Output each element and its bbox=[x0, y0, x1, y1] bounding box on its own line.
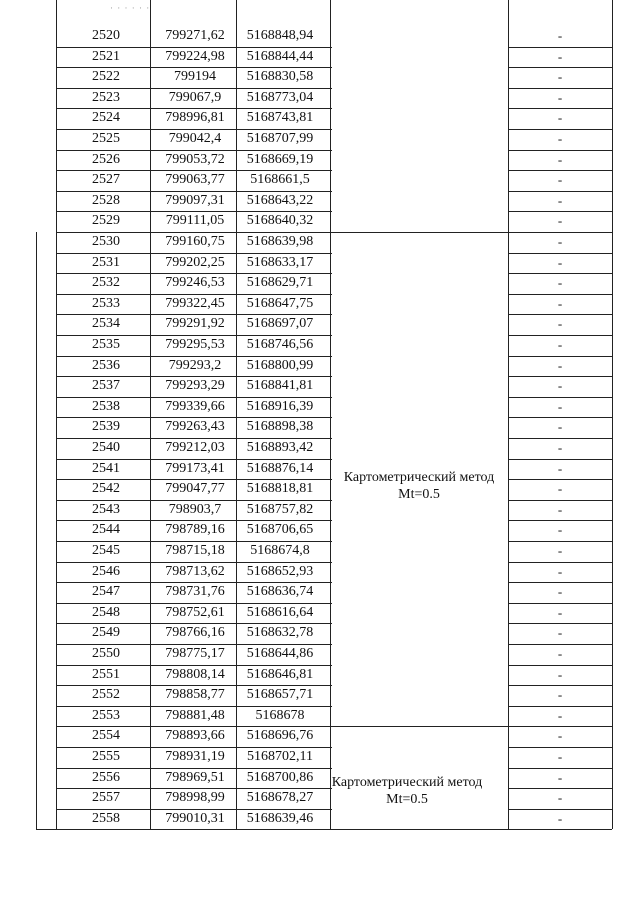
y-coordinate: 5168678,27 bbox=[246, 790, 314, 806]
x-coordinate: 799293,29 bbox=[165, 378, 225, 394]
table-row bbox=[0, 47, 639, 68]
x-coordinate: 799010,31 bbox=[165, 810, 225, 826]
row-divider bbox=[508, 747, 612, 748]
table-row bbox=[0, 191, 639, 212]
method-accuracy: Mt=0.5 bbox=[386, 791, 428, 807]
point-number: 2532 bbox=[92, 275, 120, 291]
point-number: 2546 bbox=[92, 563, 120, 579]
row-divider bbox=[56, 520, 332, 521]
table-bottom-border bbox=[36, 829, 612, 830]
row-divider bbox=[56, 788, 332, 789]
row-divider bbox=[508, 108, 612, 109]
y-coordinate: 5168707,99 bbox=[246, 131, 314, 146]
empty-value-dash: - bbox=[557, 563, 563, 579]
x-coordinate: 798903,7 bbox=[168, 501, 222, 517]
method-note-1 bbox=[330, 469, 508, 503]
empty-value-dash: - bbox=[557, 769, 563, 785]
empty-value-dash: - bbox=[557, 316, 563, 332]
row-divider bbox=[508, 232, 612, 233]
point-number: 2538 bbox=[92, 398, 120, 414]
table-row bbox=[0, 88, 639, 109]
row-divider bbox=[56, 685, 332, 686]
row-divider bbox=[508, 665, 612, 666]
empty-value-dash: - bbox=[557, 89, 563, 105]
row-divider bbox=[56, 726, 332, 727]
row-divider bbox=[56, 438, 332, 439]
method-accuracy: Mt=0.5 bbox=[398, 486, 440, 502]
table-row bbox=[0, 685, 639, 706]
method-note-2 bbox=[318, 774, 496, 808]
table-row bbox=[0, 108, 639, 129]
empty-value-dash: - bbox=[557, 419, 563, 435]
row-divider bbox=[56, 706, 332, 707]
row-divider bbox=[56, 479, 332, 480]
column-divider bbox=[150, 0, 151, 829]
column-divider bbox=[508, 0, 509, 829]
row-divider bbox=[56, 768, 332, 769]
row-divider bbox=[508, 47, 612, 48]
scan-artifact: · · · · · · bbox=[110, 3, 151, 13]
y-coordinate: 5168640,32 bbox=[246, 213, 314, 229]
method-block-divider bbox=[330, 726, 510, 727]
x-coordinate: 799053,72 bbox=[165, 151, 225, 167]
x-coordinate: 798715,18 bbox=[165, 543, 225, 558]
table-row bbox=[0, 356, 639, 377]
row-divider bbox=[56, 191, 332, 192]
row-divider bbox=[508, 397, 612, 398]
y-coordinate: 5168702,11 bbox=[247, 749, 313, 764]
row-divider bbox=[508, 603, 612, 604]
empty-value-dash: - bbox=[557, 707, 563, 723]
row-divider bbox=[56, 273, 332, 274]
empty-value-dash: - bbox=[557, 151, 563, 167]
x-coordinate: 798931,19 bbox=[165, 749, 225, 764]
x-coordinate: 799160,75 bbox=[165, 234, 225, 249]
empty-value-dash: - bbox=[557, 378, 563, 394]
empty-value-dash: - bbox=[557, 398, 563, 414]
point-number: 2549 bbox=[92, 625, 120, 641]
x-coordinate: 798996,81 bbox=[165, 110, 225, 126]
row-divider bbox=[508, 459, 612, 460]
table-row bbox=[0, 273, 639, 294]
point-number: 2526 bbox=[92, 151, 120, 167]
method-block-divider bbox=[330, 232, 510, 233]
point-number: 2541 bbox=[92, 460, 120, 476]
empty-value-dash: - bbox=[557, 254, 563, 270]
table-row bbox=[0, 644, 639, 665]
row-divider bbox=[56, 582, 332, 583]
row-divider bbox=[56, 211, 332, 212]
y-coordinate: 5168916,39 bbox=[246, 398, 314, 414]
row-divider bbox=[56, 150, 332, 151]
y-coordinate: 5168893,42 bbox=[246, 440, 314, 455]
point-number: 2523 bbox=[92, 89, 120, 105]
point-number: 2524 bbox=[92, 110, 120, 126]
y-coordinate: 5168678 bbox=[255, 707, 305, 723]
table-row bbox=[0, 541, 639, 562]
row-divider bbox=[508, 438, 612, 439]
x-coordinate: 798808,14 bbox=[165, 666, 225, 682]
point-number: 2544 bbox=[92, 522, 120, 538]
y-coordinate: 5168697,07 bbox=[246, 316, 314, 332]
row-divider bbox=[508, 191, 612, 192]
row-divider bbox=[56, 88, 332, 89]
table-row bbox=[0, 170, 639, 191]
row-divider bbox=[508, 314, 612, 315]
row-divider bbox=[56, 376, 332, 377]
row-divider bbox=[508, 623, 612, 624]
empty-value-dash: - bbox=[557, 790, 563, 806]
x-coordinate: 799322,45 bbox=[165, 295, 225, 311]
table-row bbox=[0, 211, 639, 232]
y-coordinate: 5168746,56 bbox=[246, 337, 314, 352]
x-coordinate: 799202,25 bbox=[165, 254, 225, 270]
point-number: 2531 bbox=[92, 254, 120, 270]
empty-value-dash: - bbox=[557, 501, 563, 517]
x-coordinate: 798858,77 bbox=[165, 687, 225, 703]
x-coordinate: 799224,98 bbox=[165, 48, 225, 64]
y-coordinate: 5168696,76 bbox=[246, 728, 314, 744]
y-coordinate: 5168639,46 bbox=[246, 810, 314, 826]
empty-value-dash: - bbox=[557, 337, 563, 352]
y-coordinate: 5168643,22 bbox=[246, 192, 314, 208]
empty-value-dash: - bbox=[557, 522, 563, 538]
row-divider bbox=[56, 459, 332, 460]
row-divider bbox=[508, 294, 612, 295]
point-number: 2528 bbox=[92, 192, 120, 208]
y-coordinate: 5168636,74 bbox=[246, 584, 314, 600]
y-coordinate: 5168773,04 bbox=[246, 89, 314, 105]
y-coordinate: 5168657,71 bbox=[246, 687, 314, 703]
y-coordinate: 5168743,81 bbox=[246, 110, 314, 126]
table-row bbox=[0, 26, 639, 47]
point-number: 2534 bbox=[92, 316, 120, 332]
point-number: 2555 bbox=[92, 749, 120, 764]
y-coordinate: 5168632,78 bbox=[246, 625, 314, 641]
table-row bbox=[0, 314, 639, 335]
row-divider bbox=[56, 67, 332, 68]
point-number: 2543 bbox=[92, 501, 120, 517]
row-divider bbox=[508, 150, 612, 151]
method-name: Картометрический метод bbox=[343, 469, 495, 485]
column-divider bbox=[330, 0, 331, 829]
table-row bbox=[0, 623, 639, 644]
row-divider bbox=[508, 335, 612, 336]
row-divider bbox=[508, 768, 612, 769]
column-divider bbox=[612, 0, 613, 829]
empty-value-dash: - bbox=[557, 460, 563, 476]
row-divider bbox=[508, 706, 612, 707]
empty-value-dash: - bbox=[557, 584, 563, 600]
row-divider bbox=[56, 397, 332, 398]
row-divider bbox=[508, 726, 612, 727]
row-divider bbox=[56, 253, 332, 254]
column-divider bbox=[236, 0, 237, 829]
point-number: 2548 bbox=[92, 604, 120, 620]
row-divider bbox=[56, 644, 332, 645]
x-coordinate: 798766,16 bbox=[165, 625, 225, 641]
row-divider bbox=[508, 479, 612, 480]
x-coordinate: 799293,2 bbox=[168, 357, 222, 373]
empty-value-dash: - bbox=[557, 192, 563, 208]
empty-value-dash: - bbox=[557, 131, 563, 146]
y-coordinate: 5168841,81 bbox=[246, 378, 314, 394]
x-coordinate: 798998,99 bbox=[165, 790, 225, 806]
empty-value-dash: - bbox=[557, 213, 563, 229]
table-row bbox=[0, 726, 639, 747]
row-divider bbox=[508, 644, 612, 645]
row-divider bbox=[508, 273, 612, 274]
y-coordinate: 5168661,5 bbox=[250, 172, 310, 188]
point-number: 2553 bbox=[92, 707, 120, 723]
x-coordinate: 799212,03 bbox=[165, 440, 225, 455]
table-row bbox=[0, 603, 639, 624]
row-divider bbox=[56, 665, 332, 666]
empty-value-dash: - bbox=[557, 48, 563, 64]
row-divider bbox=[508, 788, 612, 789]
x-coordinate: 799047,77 bbox=[165, 481, 225, 497]
row-divider bbox=[56, 47, 332, 48]
x-coordinate: 798713,62 bbox=[165, 563, 225, 579]
x-coordinate: 798775,17 bbox=[165, 646, 225, 661]
x-coordinate: 799042,4 bbox=[168, 131, 222, 146]
y-coordinate: 5168652,93 bbox=[246, 563, 314, 579]
row-divider bbox=[508, 129, 612, 130]
row-divider bbox=[56, 562, 332, 563]
table-row bbox=[0, 459, 639, 480]
y-coordinate: 5168639,98 bbox=[246, 234, 314, 249]
point-number: 2540 bbox=[92, 440, 120, 455]
table-row bbox=[0, 520, 639, 541]
x-coordinate: 798731,76 bbox=[165, 584, 225, 600]
point-number: 2520 bbox=[92, 28, 120, 43]
empty-value-dash: - bbox=[557, 234, 563, 249]
y-coordinate: 5168646,81 bbox=[246, 666, 314, 682]
empty-value-dash: - bbox=[557, 687, 563, 703]
row-divider bbox=[508, 562, 612, 563]
point-number: 2536 bbox=[92, 357, 120, 373]
row-divider bbox=[56, 335, 332, 336]
empty-value-dash: - bbox=[557, 172, 563, 188]
point-number: 2529 bbox=[92, 213, 120, 229]
point-number: 2530 bbox=[92, 234, 120, 249]
table-row bbox=[0, 67, 639, 88]
table-row bbox=[0, 232, 639, 253]
table-row bbox=[0, 582, 639, 603]
point-number: 2554 bbox=[92, 728, 120, 744]
point-number: 2556 bbox=[92, 769, 120, 785]
x-coordinate: 799063,77 bbox=[165, 172, 225, 188]
x-coordinate: 798789,16 bbox=[165, 522, 225, 538]
table-row bbox=[0, 253, 639, 274]
empty-value-dash: - bbox=[557, 625, 563, 641]
row-divider bbox=[56, 623, 332, 624]
table-row bbox=[0, 438, 639, 459]
empty-value-dash: - bbox=[557, 357, 563, 373]
point-number: 2521 bbox=[92, 48, 120, 64]
empty-value-dash: - bbox=[557, 749, 563, 764]
row-divider bbox=[56, 232, 332, 233]
y-coordinate: 5168669,19 bbox=[246, 151, 314, 167]
x-coordinate: 799271,62 bbox=[165, 28, 225, 43]
empty-value-dash: - bbox=[557, 646, 563, 661]
empty-value-dash: - bbox=[557, 810, 563, 826]
row-divider bbox=[508, 211, 612, 212]
y-coordinate: 5168674,8 bbox=[250, 543, 310, 558]
row-divider bbox=[56, 541, 332, 542]
row-divider bbox=[56, 314, 332, 315]
point-number: 2527 bbox=[92, 172, 120, 188]
table-row bbox=[0, 562, 639, 583]
row-divider bbox=[56, 500, 332, 501]
y-coordinate: 5168898,38 bbox=[246, 419, 314, 435]
empty-value-dash: - bbox=[557, 728, 563, 744]
point-number: 2525 bbox=[92, 131, 120, 146]
table-row bbox=[0, 479, 639, 500]
x-coordinate: 799291,92 bbox=[165, 316, 225, 332]
y-coordinate: 5168876,14 bbox=[246, 460, 314, 476]
y-coordinate: 5168830,58 bbox=[246, 69, 314, 85]
method-name: Картометрический метод bbox=[331, 774, 483, 790]
point-number: 2545 bbox=[92, 543, 120, 558]
table-row bbox=[0, 129, 639, 150]
point-number: 2551 bbox=[92, 666, 120, 682]
table-row bbox=[0, 397, 639, 418]
row-divider bbox=[508, 685, 612, 686]
point-number: 2533 bbox=[92, 295, 120, 311]
table-row bbox=[0, 706, 639, 727]
y-coordinate: 5168629,71 bbox=[246, 275, 314, 291]
point-number: 2539 bbox=[92, 419, 120, 435]
y-coordinate: 5168616,64 bbox=[246, 604, 314, 620]
row-divider bbox=[508, 541, 612, 542]
table-row bbox=[0, 376, 639, 397]
empty-value-dash: - bbox=[557, 440, 563, 455]
row-divider bbox=[508, 500, 612, 501]
row-divider bbox=[56, 417, 332, 418]
row-divider bbox=[508, 809, 612, 810]
row-divider bbox=[56, 170, 332, 171]
point-number: 2557 bbox=[92, 790, 120, 806]
row-divider bbox=[508, 582, 612, 583]
x-coordinate: 799246,53 bbox=[165, 275, 225, 291]
table-row bbox=[0, 665, 639, 686]
point-number: 2542 bbox=[92, 481, 120, 497]
table-row bbox=[0, 809, 639, 830]
empty-value-dash: - bbox=[557, 481, 563, 497]
empty-value-dash: - bbox=[557, 69, 563, 85]
y-coordinate: 5168848,94 bbox=[246, 28, 314, 43]
row-divider bbox=[56, 356, 332, 357]
x-coordinate: 798969,51 bbox=[165, 769, 225, 785]
y-coordinate: 5168644,86 bbox=[246, 646, 314, 661]
column-divider bbox=[36, 232, 37, 829]
empty-value-dash: - bbox=[557, 604, 563, 620]
point-number: 2537 bbox=[92, 378, 120, 394]
y-coordinate: 5168633,17 bbox=[246, 254, 314, 270]
x-coordinate: 799194 bbox=[174, 69, 216, 85]
y-coordinate: 5168844,44 bbox=[246, 48, 314, 64]
table-row bbox=[0, 150, 639, 171]
table-row bbox=[0, 747, 639, 768]
y-coordinate: 5168818,81 bbox=[246, 481, 314, 497]
column-divider bbox=[56, 0, 57, 829]
x-coordinate: 798752,61 bbox=[165, 604, 225, 620]
row-divider bbox=[508, 170, 612, 171]
point-number: 2552 bbox=[92, 687, 120, 703]
point-number: 2558 bbox=[92, 810, 120, 826]
empty-value-dash: - bbox=[557, 295, 563, 311]
row-divider bbox=[508, 253, 612, 254]
x-coordinate: 799173,41 bbox=[165, 460, 225, 476]
row-divider bbox=[56, 108, 332, 109]
x-coordinate: 798893,66 bbox=[165, 728, 225, 744]
row-divider bbox=[508, 67, 612, 68]
row-divider bbox=[508, 417, 612, 418]
row-divider bbox=[508, 356, 612, 357]
row-divider bbox=[56, 294, 332, 295]
empty-value-dash: - bbox=[557, 666, 563, 682]
y-coordinate: 5168800,99 bbox=[246, 357, 314, 373]
point-number: 2522 bbox=[92, 69, 120, 85]
point-number: 2547 bbox=[92, 584, 120, 600]
empty-value-dash: - bbox=[557, 275, 563, 291]
empty-value-dash: - bbox=[557, 110, 563, 126]
empty-value-dash: - bbox=[557, 543, 563, 558]
y-coordinate: 5168757,82 bbox=[246, 501, 314, 517]
row-divider bbox=[508, 88, 612, 89]
row-divider bbox=[56, 747, 332, 748]
y-coordinate: 5168706,65 bbox=[246, 522, 314, 538]
row-divider bbox=[56, 129, 332, 130]
x-coordinate: 798881,48 bbox=[165, 707, 225, 723]
table-row bbox=[0, 294, 639, 315]
row-divider bbox=[508, 520, 612, 521]
y-coordinate: 5168700,86 bbox=[246, 769, 314, 785]
table-row bbox=[0, 417, 639, 438]
table-row bbox=[0, 335, 639, 356]
y-coordinate: 5168647,75 bbox=[246, 295, 314, 311]
x-coordinate: 799295,53 bbox=[165, 337, 225, 352]
x-coordinate: 799111,05 bbox=[165, 213, 225, 229]
table-row bbox=[0, 500, 639, 521]
x-coordinate: 799097,31 bbox=[165, 192, 225, 208]
row-divider bbox=[56, 809, 332, 810]
empty-value-dash: - bbox=[557, 28, 563, 43]
x-coordinate: 799339,66 bbox=[165, 398, 225, 414]
point-number: 2550 bbox=[92, 646, 120, 661]
x-coordinate: 799263,43 bbox=[165, 419, 225, 435]
row-divider bbox=[508, 376, 612, 377]
row-divider bbox=[56, 603, 332, 604]
x-coordinate: 799067,9 bbox=[168, 89, 222, 105]
point-number: 2535 bbox=[92, 337, 120, 352]
